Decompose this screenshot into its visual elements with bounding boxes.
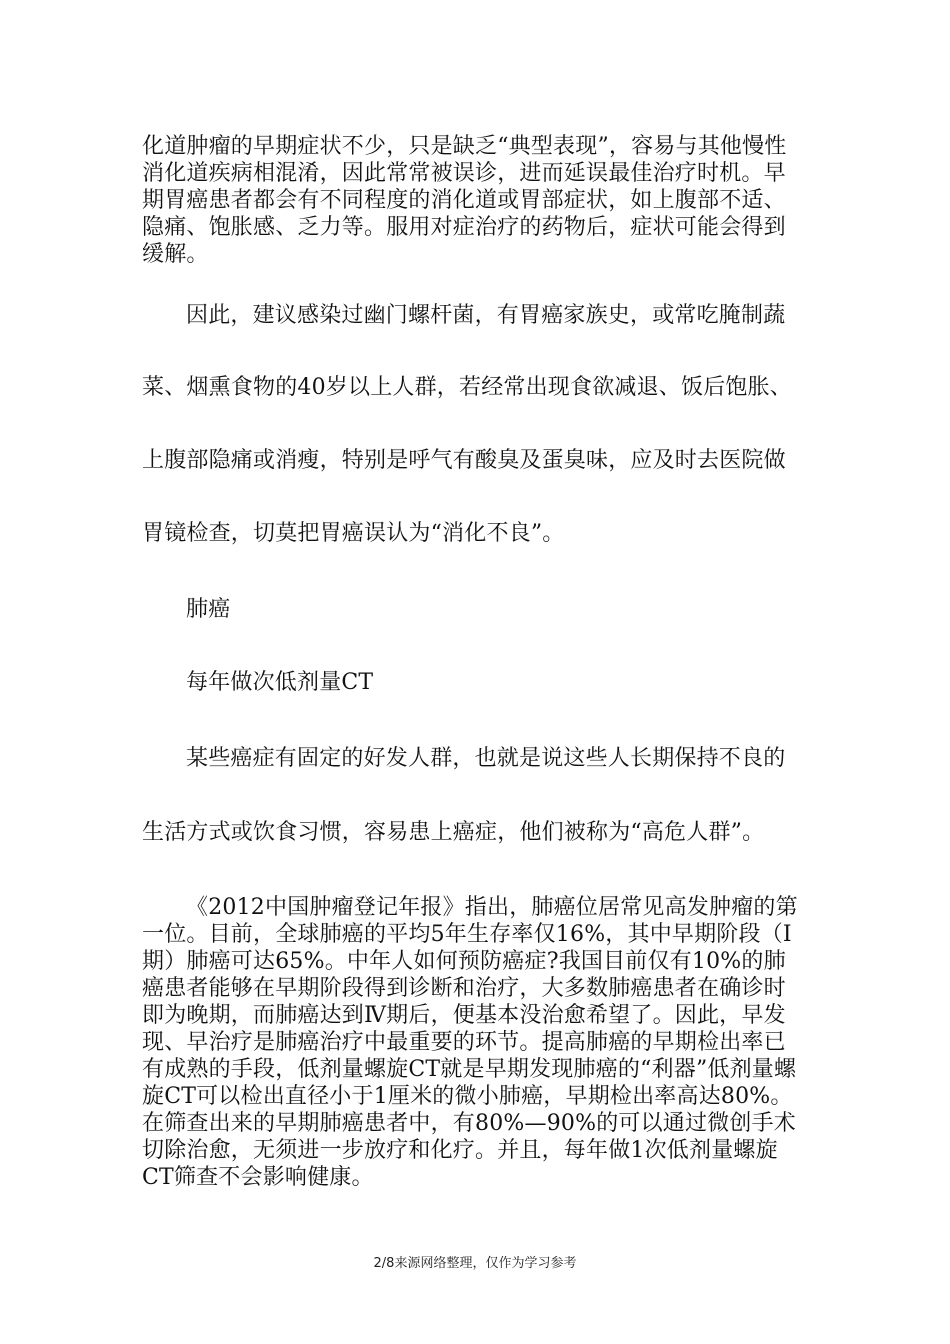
paragraph-advice-line-3: 上腹部隐痛或消瘦，特别是呼气有酸臭及蛋臭味，应及时去医院做 <box>142 448 786 473</box>
section-subheading-ct: 每年做次低剂量CT <box>186 670 374 695</box>
paragraph-advice-line-1: 因此，建议感染过幽门螺杆菌，有胃癌家族史，或常吃腌制蔬 <box>186 303 786 328</box>
section-heading-lung-cancer: 肺癌 <box>186 597 231 622</box>
paragraph-risk-line-1: 某些癌症有固定的好发人群，也就是说这些人长期保持不良的 <box>186 746 786 771</box>
paragraph-advice-line-2: 菜、烟熏食物的40岁以上人群，若经常出现食欲减退、饭后饱胀、 <box>142 375 792 400</box>
page-footer: 2/8来源网络整理，仅作为学习参考 <box>373 1256 577 1271</box>
paragraph-risk-line-2: 生活方式或饮食习惯，容易患上癌症，他们被称为“高危人群”。 <box>142 820 765 845</box>
paragraph-advice-line-4: 胃镜检查，切莫把胃癌误认为“消化不良”。 <box>142 521 565 546</box>
paragraph-intro: 化道肿瘤的早期症状不少，只是缺乏“典型表现”，容易与其他慢性消化道疾病相混淆，因此常常被误诊，进而延误最佳治疗时机。早期胃癌患者都会有不同程度的消化道或胃部症状，如上腹部不适、隐痛、饱胀感、乏力等。服用对症治疗的药物后，症状可能会得到缓解。 <box>142 134 787 267</box>
paragraph-report: 《2012中国肿瘤登记年报》指出，肺癌位居常见高发肿瘤的第一位。目前，全球肺癌的平均5年生存率仅16%，其中早期阶段（I期）肺癌可达65%。中年人如何预防癌症?我国目前仅有10%的肺癌患者能够在早期阶段得到诊断和治疗，大多数肺癌患者在确诊时即为晚期，而肺癌达到Ⅳ期后，便基本没治愈希望了。因此，早发现、早治疗是肺癌治疗中最重要的环节。提高肺癌的早期检出率已有成熟的手段，低剂量螺旋CT就是早期发现肺癌的“利器”低剂量螺旋CT可以检出直径小于1厘米的微小肺癌，早期检出率高达80%。在筛查出来的早期肺癌患者中，有80%—90%的可以通过微创手术切除治愈，无须进一步放疗和化疗。并且，每年做1次低剂量螺旋CT筛查不会影响健康。 <box>142 895 798 1190</box>
